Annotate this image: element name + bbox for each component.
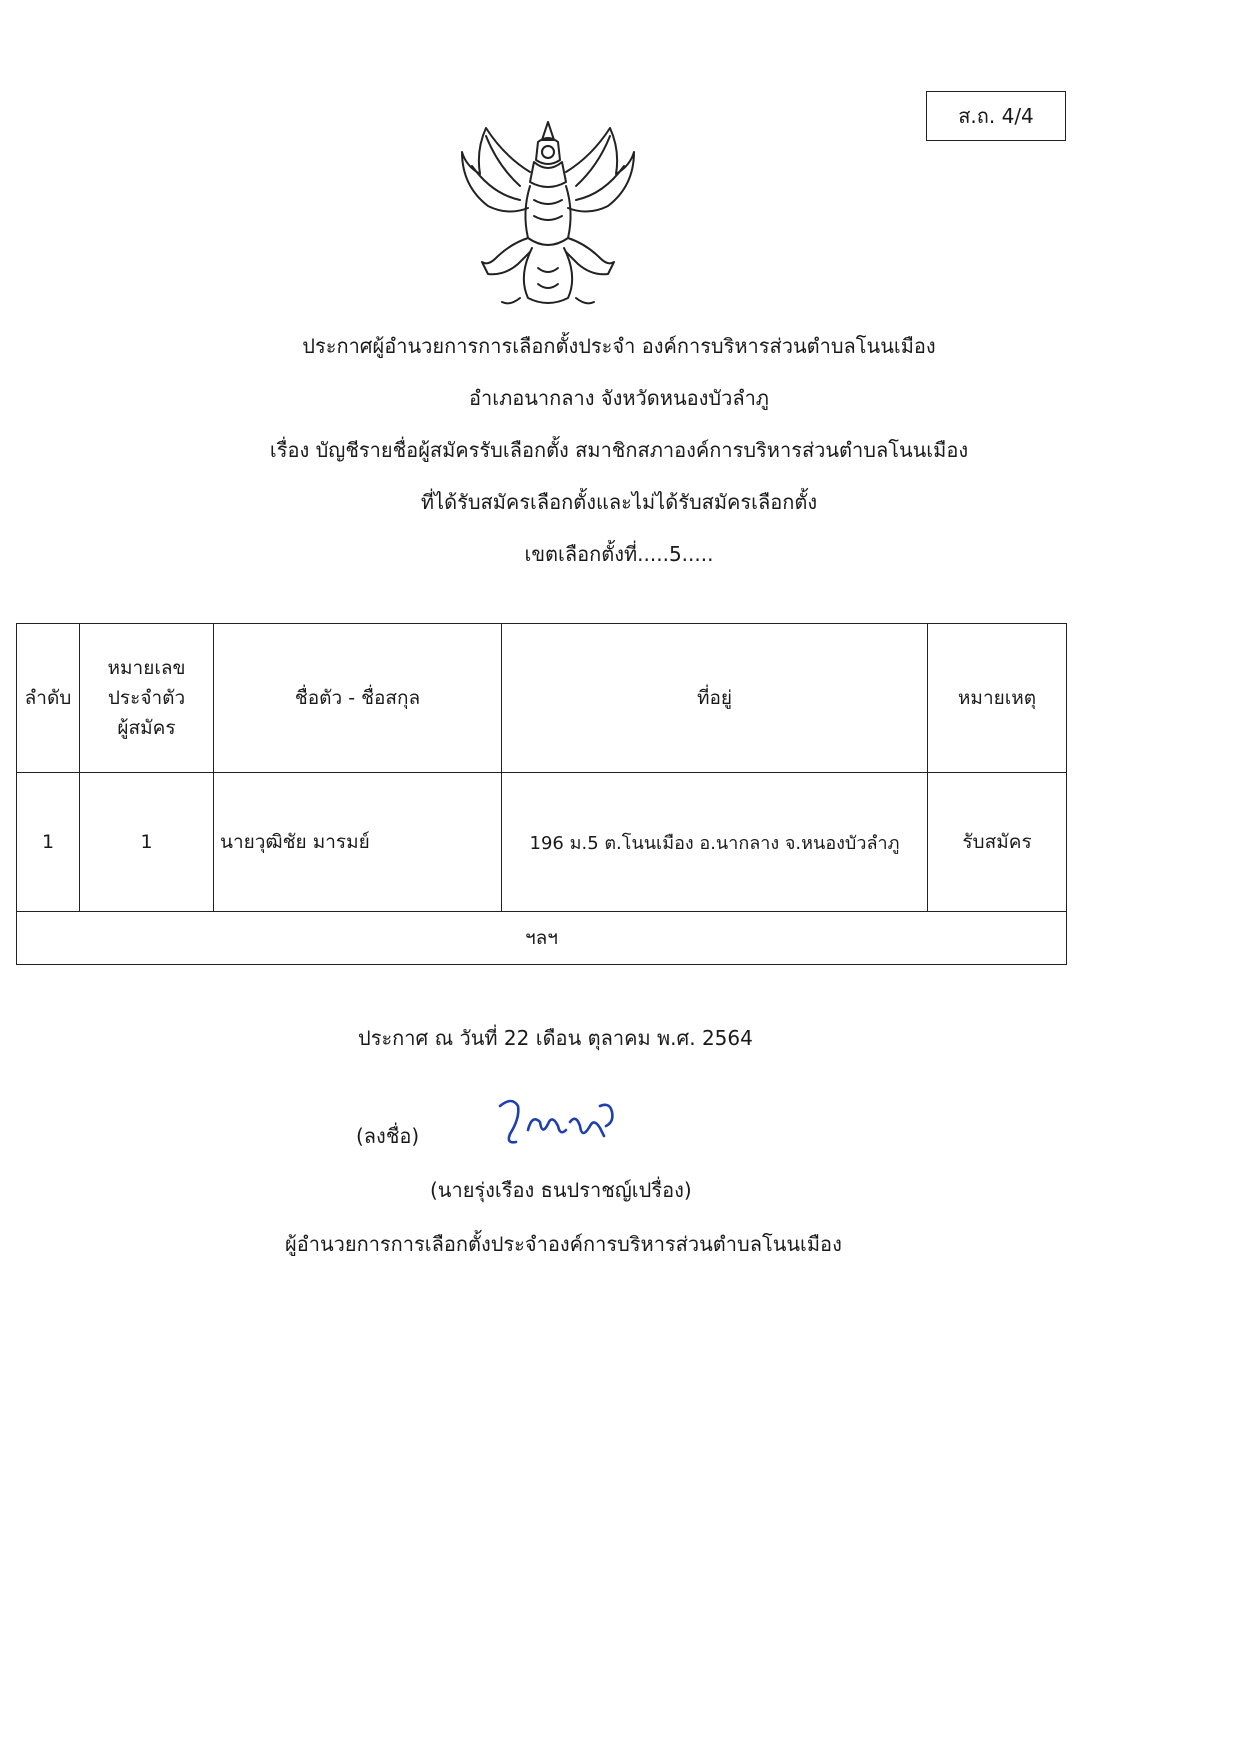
cell-name: นายวุฒิชัย มารมย์ bbox=[214, 773, 502, 912]
form-code: ส.ถ. 4/4 bbox=[958, 104, 1034, 128]
cell-address: 196 ม.5 ต.โนนเมือง อ.นากลาง จ.หนองบัวลำภู bbox=[502, 773, 928, 912]
table-header-row bbox=[17, 624, 1067, 773]
col-number-header-line-3: ผู้สมัคร bbox=[117, 717, 176, 739]
district-province-line: อำเภอนากลาง จังหวัดหนองบัวลำภู bbox=[468, 386, 769, 410]
col-name-header: ชื่อตัว - ชื่อสกุล bbox=[214, 624, 502, 773]
table-row bbox=[17, 773, 1067, 912]
signatory-name: (นายรุ่งเรือง ธนปราชญ์เปรื่อง) bbox=[430, 1178, 692, 1202]
cell-remark: รับสมัคร bbox=[928, 773, 1067, 912]
handwritten-signature bbox=[488, 1092, 618, 1154]
col-remark-header: หมายเหตุ bbox=[928, 624, 1067, 773]
col-number-header bbox=[80, 624, 214, 773]
candidate-table bbox=[16, 623, 1067, 965]
announcement-title: ประกาศผู้อำนวยการการเลือกตั้งประจำ องค์การบริหารส่วนตำบลโนนเมือง bbox=[302, 334, 936, 358]
cell-order: 1 bbox=[17, 773, 80, 912]
subject-continuation-line: ที่ได้รับสมัครเลือกตั้งและไม่ได้รับสมัครเลือกตั้ง bbox=[420, 490, 818, 514]
garuda-emblem-icon bbox=[458, 116, 638, 312]
signatory-position: ผู้อำนวยการการเลือกตั้งประจำองค์การบริหารส่วนตำบลโนนเมือง bbox=[285, 1232, 842, 1256]
col-order-header: ลำดับ bbox=[17, 624, 80, 773]
sign-label: (ลงชื่อ) bbox=[356, 1124, 420, 1148]
table-footer-etc: ฯลฯ bbox=[17, 912, 1067, 965]
col-number-header-line-1: หมายเลข bbox=[107, 657, 186, 679]
subject-line: เรื่อง บัญชีรายชื่อผู้สมัครรับเลือกตั้ง สมาชิกสภาองค์การบริหารส่วนตำบลโนนเมือง bbox=[269, 438, 969, 462]
table-footer-row bbox=[17, 912, 1067, 965]
constituency-line: เขตเลือกตั้งที่.....5..... bbox=[524, 542, 714, 566]
col-address-header: ที่อยู่ bbox=[502, 624, 928, 773]
cell-number: 1 bbox=[80, 773, 214, 912]
announcement-date: ประกาศ ณ วันที่ 22 เดือน ตุลาคม พ.ศ. 2564 bbox=[358, 1026, 753, 1050]
col-number-header-line-2: ประจำตัว bbox=[107, 687, 186, 709]
form-code-box bbox=[926, 91, 1066, 141]
